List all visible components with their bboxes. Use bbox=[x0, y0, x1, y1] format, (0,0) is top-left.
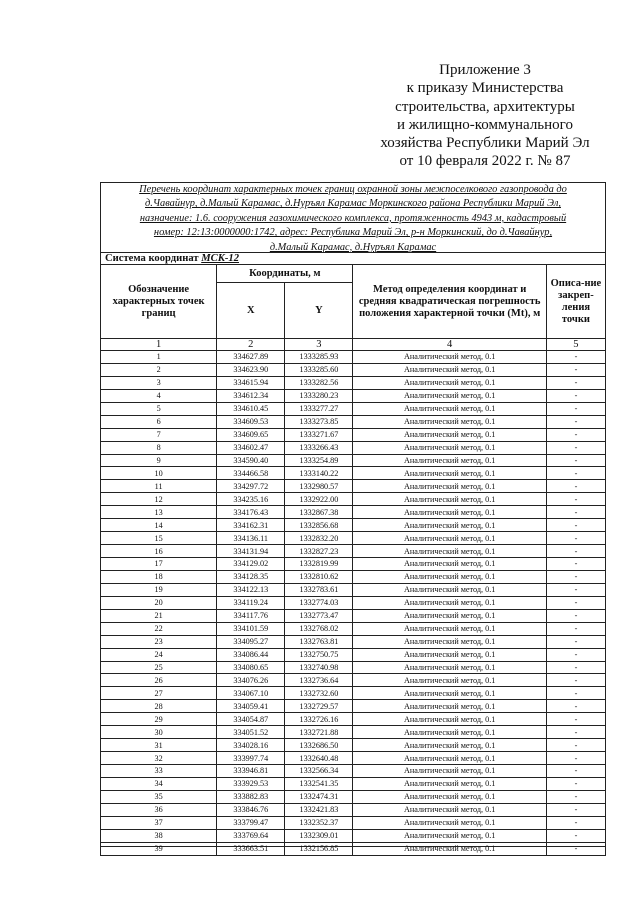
description-cell: - bbox=[546, 376, 605, 389]
description-cell: - bbox=[546, 842, 605, 855]
description-cell: - bbox=[546, 648, 605, 661]
x-coordinate-cell: 334119.24 bbox=[217, 596, 285, 609]
x-coordinate-cell: 334117.76 bbox=[217, 609, 285, 622]
point-number-cell: 6 bbox=[101, 415, 217, 428]
heading-line: д.Малый Карамас, д.Нуръял Карамас bbox=[269, 241, 437, 253]
x-coordinate-cell: 333769.64 bbox=[217, 829, 285, 842]
x-coordinate-cell: 334612.34 bbox=[217, 389, 285, 402]
description-cell: - bbox=[546, 441, 605, 454]
y-coordinate-cell: 1332750.75 bbox=[285, 648, 353, 661]
x-coordinate-cell: 334101.59 bbox=[217, 622, 285, 635]
point-number-cell: 26 bbox=[101, 674, 217, 687]
method-cell: Аналитический метод, 0.1 bbox=[353, 428, 546, 441]
x-coordinate-cell: 334028.16 bbox=[217, 739, 285, 752]
y-coordinate-cell: 1333140.22 bbox=[285, 467, 353, 480]
method-cell: Аналитический метод, 0.1 bbox=[353, 545, 546, 558]
table-row bbox=[101, 803, 606, 816]
description-cell: - bbox=[546, 726, 605, 739]
header-coordinates: Координаты, м bbox=[217, 265, 353, 283]
description-cell: - bbox=[546, 467, 605, 480]
x-coordinate-cell: 334059.41 bbox=[217, 700, 285, 713]
description-cell: - bbox=[546, 389, 605, 402]
table-row bbox=[101, 752, 606, 765]
point-number-cell: 24 bbox=[101, 648, 217, 661]
table-row bbox=[101, 635, 606, 648]
header-method: Метод определения координат и средняя квадратическая погрешность положения характерной точки (Mt), м bbox=[353, 265, 546, 339]
x-coordinate-cell: 334129.02 bbox=[217, 558, 285, 571]
y-coordinate-cell: 1332763.81 bbox=[285, 635, 353, 648]
heading-line: Перечень координат характерных точек границ охранной зоны межпоселкового газопровода до bbox=[139, 184, 567, 195]
coordinate-system-label: Система координат bbox=[105, 253, 199, 264]
y-coordinate-cell: 1332726.16 bbox=[285, 713, 353, 726]
description-cell: - bbox=[546, 480, 605, 493]
y-coordinate-cell: 1333266.43 bbox=[285, 441, 353, 454]
point-number-cell: 37 bbox=[101, 816, 217, 829]
point-number-cell: 39 bbox=[101, 842, 217, 855]
x-coordinate-cell: 333882.83 bbox=[217, 790, 285, 803]
table-row bbox=[101, 790, 606, 803]
x-coordinate-cell: 333946.81 bbox=[217, 765, 285, 778]
heading-line: д.Чавайнур, д.Малый Карамас, д.Нуръял Карамас Моркинского района Республики Марий Эл, bbox=[145, 198, 561, 210]
point-number-cell: 19 bbox=[101, 583, 217, 596]
method-cell: Аналитический метод, 0.1 bbox=[353, 389, 546, 402]
point-number-cell: 11 bbox=[101, 480, 217, 493]
y-coordinate-cell: 1332729.57 bbox=[285, 700, 353, 713]
method-cell: Аналитический метод, 0.1 bbox=[353, 467, 546, 480]
y-coordinate-cell: 1332156.85 bbox=[285, 842, 353, 855]
point-number-cell: 15 bbox=[101, 532, 217, 545]
table-row bbox=[101, 351, 606, 364]
point-number-cell: 16 bbox=[101, 545, 217, 558]
x-coordinate-cell: 333997.74 bbox=[217, 752, 285, 765]
point-number-cell: 3 bbox=[101, 376, 217, 389]
header-x: X bbox=[217, 283, 285, 339]
table-row bbox=[101, 363, 606, 376]
description-cell: - bbox=[546, 816, 605, 829]
x-coordinate-cell: 334176.43 bbox=[217, 506, 285, 519]
x-coordinate-cell: 334131.94 bbox=[217, 545, 285, 558]
method-cell: Аналитический метод, 0.1 bbox=[353, 816, 546, 829]
y-coordinate-cell: 1332774.03 bbox=[285, 596, 353, 609]
method-cell: Аналитический метод, 0.1 bbox=[353, 583, 546, 596]
y-coordinate-cell: 1332541.35 bbox=[285, 777, 353, 790]
table-row bbox=[101, 674, 606, 687]
y-coordinate-cell: 1332832.20 bbox=[285, 532, 353, 545]
description-cell: - bbox=[546, 790, 605, 803]
point-number-cell: 5 bbox=[101, 402, 217, 415]
table-row bbox=[101, 687, 606, 700]
y-coordinate-cell: 1332856.68 bbox=[285, 519, 353, 532]
point-number-cell: 1 bbox=[101, 351, 217, 364]
coordinate-system-value: МСК-12 bbox=[201, 253, 240, 264]
x-coordinate-cell: 333663.51 bbox=[217, 842, 285, 855]
y-coordinate-cell: 1332867.38 bbox=[285, 506, 353, 519]
method-cell: Аналитический метод, 0.1 bbox=[353, 661, 546, 674]
description-cell: - bbox=[546, 713, 605, 726]
x-coordinate-cell: 334128.35 bbox=[217, 570, 285, 583]
column-number: 3 bbox=[285, 339, 353, 351]
table-row bbox=[101, 506, 606, 519]
heading-line: назначение: 1.6. сооружения газохимического комплекса, протяженность 4943 м, кадастровый bbox=[139, 212, 567, 224]
appendix-line: Приложение 3 bbox=[439, 62, 531, 78]
description-cell: - bbox=[546, 661, 605, 674]
table-row bbox=[101, 648, 606, 661]
table-row bbox=[101, 570, 606, 583]
y-coordinate-cell: 1332732.60 bbox=[285, 687, 353, 700]
description-cell: - bbox=[546, 739, 605, 752]
point-number-cell: 7 bbox=[101, 428, 217, 441]
y-coordinate-cell: 1332309.01 bbox=[285, 829, 353, 842]
point-number-cell: 35 bbox=[101, 790, 217, 803]
description-cell: - bbox=[546, 570, 605, 583]
appendix-line: от 10 февраля 2022 г. № 87 bbox=[399, 153, 571, 170]
x-coordinate-cell: 334051.52 bbox=[217, 726, 285, 739]
method-cell: Аналитический метод, 0.1 bbox=[353, 739, 546, 752]
y-coordinate-cell: 1333277.27 bbox=[285, 402, 353, 415]
appendix-block bbox=[350, 61, 620, 171]
x-coordinate-cell: 334610.45 bbox=[217, 402, 285, 415]
table-row bbox=[101, 402, 606, 415]
column-number: 2 bbox=[217, 339, 285, 351]
table-row bbox=[101, 596, 606, 609]
y-coordinate-cell: 1333280.23 bbox=[285, 389, 353, 402]
description-cell: - bbox=[546, 506, 605, 519]
appendix-line: к приказу Министерства bbox=[406, 80, 564, 97]
point-number-cell: 13 bbox=[101, 506, 217, 519]
x-coordinate-cell: 334297.72 bbox=[217, 480, 285, 493]
description-cell: - bbox=[546, 674, 605, 687]
y-coordinate-cell: 1333285.93 bbox=[285, 351, 353, 364]
coordinates-table bbox=[100, 264, 606, 856]
y-coordinate-cell: 1332736.64 bbox=[285, 674, 353, 687]
point-number-cell: 38 bbox=[101, 829, 217, 842]
table-row bbox=[101, 842, 606, 855]
x-coordinate-cell: 334067.10 bbox=[217, 687, 285, 700]
table-row bbox=[101, 558, 606, 571]
appendix-line: и жилищно-коммунального bbox=[397, 116, 573, 133]
table-row bbox=[101, 739, 606, 752]
point-number-cell: 27 bbox=[101, 687, 217, 700]
point-number-cell: 36 bbox=[101, 803, 217, 816]
description-cell: - bbox=[546, 777, 605, 790]
point-number-cell: 30 bbox=[101, 726, 217, 739]
header-description: Описа-ние закреп-ления точки bbox=[546, 265, 605, 339]
method-cell: Аналитический метод, 0.1 bbox=[353, 842, 546, 855]
method-cell: Аналитический метод, 0.1 bbox=[353, 532, 546, 545]
y-coordinate-cell: 1332922.00 bbox=[285, 493, 353, 506]
x-coordinate-cell: 334615.94 bbox=[217, 376, 285, 389]
method-cell: Аналитический метод, 0.1 bbox=[353, 519, 546, 532]
point-number-cell: 33 bbox=[101, 765, 217, 778]
table-row bbox=[101, 493, 606, 506]
x-coordinate-cell: 334623.90 bbox=[217, 363, 285, 376]
method-cell: Аналитический метод, 0.1 bbox=[353, 713, 546, 726]
method-cell: Аналитический метод, 0.1 bbox=[353, 402, 546, 415]
appendix-line: хозяйства Республики Марий Эл bbox=[380, 135, 590, 152]
description-cell: - bbox=[546, 454, 605, 467]
table-row bbox=[101, 777, 606, 790]
x-coordinate-cell: 334054.87 bbox=[217, 713, 285, 726]
table-row bbox=[101, 441, 606, 454]
method-cell: Аналитический метод, 0.1 bbox=[353, 622, 546, 635]
table-row bbox=[101, 480, 606, 493]
x-coordinate-cell: 334162.31 bbox=[217, 519, 285, 532]
y-coordinate-cell: 1332421.83 bbox=[285, 803, 353, 816]
table-row bbox=[101, 583, 606, 596]
table-row bbox=[101, 829, 606, 842]
y-coordinate-cell: 1332783.61 bbox=[285, 583, 353, 596]
x-coordinate-cell: 334095.27 bbox=[217, 635, 285, 648]
description-cell: - bbox=[546, 635, 605, 648]
table-body bbox=[101, 351, 606, 856]
x-coordinate-cell: 333929.53 bbox=[217, 777, 285, 790]
y-coordinate-cell: 1332827.23 bbox=[285, 545, 353, 558]
x-coordinate-cell: 334627.89 bbox=[217, 351, 285, 364]
y-coordinate-cell: 1332474.31 bbox=[285, 790, 353, 803]
point-number-cell: 14 bbox=[101, 519, 217, 532]
point-number-cell: 12 bbox=[101, 493, 217, 506]
column-number: 1 bbox=[101, 339, 217, 351]
point-number-cell: 32 bbox=[101, 752, 217, 765]
method-cell: Аналитический метод, 0.1 bbox=[353, 687, 546, 700]
x-coordinate-cell: 334122.13 bbox=[217, 583, 285, 596]
x-coordinate-cell: 334136.11 bbox=[217, 532, 285, 545]
y-coordinate-cell: 1333271.67 bbox=[285, 428, 353, 441]
table-row bbox=[101, 713, 606, 726]
method-cell: Аналитический метод, 0.1 bbox=[353, 648, 546, 661]
table-row bbox=[101, 545, 606, 558]
point-number-cell: 8 bbox=[101, 441, 217, 454]
point-number-cell: 23 bbox=[101, 635, 217, 648]
x-coordinate-cell: 334609.65 bbox=[217, 428, 285, 441]
y-coordinate-cell: 1332721.88 bbox=[285, 726, 353, 739]
y-coordinate-cell: 1333285.60 bbox=[285, 363, 353, 376]
column-number: 5 bbox=[546, 339, 605, 351]
description-cell: - bbox=[546, 700, 605, 713]
table-row bbox=[101, 622, 606, 635]
description-cell: - bbox=[546, 558, 605, 571]
description-cell: - bbox=[546, 545, 605, 558]
y-coordinate-cell: 1332980.57 bbox=[285, 480, 353, 493]
method-cell: Аналитический метод, 0.1 bbox=[353, 415, 546, 428]
x-coordinate-cell: 334466.58 bbox=[217, 467, 285, 480]
table-row bbox=[101, 428, 606, 441]
point-number-cell: 4 bbox=[101, 389, 217, 402]
heading-line: номер: 12:13:0000000:1742, адрес: Республика Марий Эл, р-н Моркинский, до д.Чавайнур, bbox=[153, 227, 553, 239]
method-cell: Аналитический метод, 0.1 bbox=[353, 726, 546, 739]
table-row bbox=[101, 661, 606, 674]
method-cell: Аналитический метод, 0.1 bbox=[353, 493, 546, 506]
method-cell: Аналитический метод, 0.1 bbox=[353, 829, 546, 842]
description-cell: - bbox=[546, 596, 605, 609]
point-number-cell: 21 bbox=[101, 609, 217, 622]
method-cell: Аналитический метод, 0.1 bbox=[353, 570, 546, 583]
method-cell: Аналитический метод, 0.1 bbox=[353, 752, 546, 765]
point-number-cell: 17 bbox=[101, 558, 217, 571]
point-number-cell: 9 bbox=[101, 454, 217, 467]
method-cell: Аналитический метод, 0.1 bbox=[353, 376, 546, 389]
y-coordinate-cell: 1332686.50 bbox=[285, 739, 353, 752]
table-row bbox=[101, 415, 606, 428]
header-point: Обозначение характерных точек границ bbox=[101, 265, 217, 339]
description-cell: - bbox=[546, 493, 605, 506]
y-coordinate-cell: 1332768.02 bbox=[285, 622, 353, 635]
description-cell: - bbox=[546, 829, 605, 842]
method-cell: Аналитический метод, 0.1 bbox=[353, 765, 546, 778]
method-cell: Аналитический метод, 0.1 bbox=[353, 351, 546, 364]
method-cell: Аналитический метод, 0.1 bbox=[353, 363, 546, 376]
description-cell: - bbox=[546, 532, 605, 545]
method-cell: Аналитический метод, 0.1 bbox=[353, 596, 546, 609]
description-cell: - bbox=[546, 803, 605, 816]
method-cell: Аналитический метод, 0.1 bbox=[353, 803, 546, 816]
x-coordinate-cell: 334076.26 bbox=[217, 674, 285, 687]
method-cell: Аналитический метод, 0.1 bbox=[353, 635, 546, 648]
point-number-cell: 18 bbox=[101, 570, 217, 583]
method-cell: Аналитический метод, 0.1 bbox=[353, 790, 546, 803]
description-cell: - bbox=[546, 583, 605, 596]
description-cell: - bbox=[546, 687, 605, 700]
description-cell: - bbox=[546, 609, 605, 622]
table-row bbox=[101, 454, 606, 467]
y-coordinate-cell: 1333254.89 bbox=[285, 454, 353, 467]
table-row bbox=[101, 389, 606, 402]
point-number-cell: 2 bbox=[101, 363, 217, 376]
table-row bbox=[101, 376, 606, 389]
method-cell: Аналитический метод, 0.1 bbox=[353, 609, 546, 622]
description-cell: - bbox=[546, 752, 605, 765]
x-coordinate-cell: 334609.53 bbox=[217, 415, 285, 428]
y-coordinate-cell: 1332773.47 bbox=[285, 609, 353, 622]
description-cell: - bbox=[546, 765, 605, 778]
point-number-cell: 29 bbox=[101, 713, 217, 726]
description-cell: - bbox=[546, 415, 605, 428]
description-cell: - bbox=[546, 622, 605, 635]
y-coordinate-cell: 1332566.34 bbox=[285, 765, 353, 778]
description-cell: - bbox=[546, 428, 605, 441]
table-row bbox=[101, 519, 606, 532]
y-coordinate-cell: 1333282.56 bbox=[285, 376, 353, 389]
x-coordinate-cell: 333799.47 bbox=[217, 816, 285, 829]
description-cell: - bbox=[546, 363, 605, 376]
description-cell: - bbox=[546, 351, 605, 364]
method-cell: Аналитический метод, 0.1 bbox=[353, 480, 546, 493]
y-coordinate-cell: 1333273.85 bbox=[285, 415, 353, 428]
list-heading bbox=[100, 182, 606, 254]
x-coordinate-cell: 334080.65 bbox=[217, 661, 285, 674]
table-row bbox=[101, 700, 606, 713]
y-coordinate-cell: 1332352.37 bbox=[285, 816, 353, 829]
point-number-cell: 22 bbox=[101, 622, 217, 635]
method-cell: Аналитический метод, 0.1 bbox=[353, 558, 546, 571]
point-number-cell: 34 bbox=[101, 777, 217, 790]
column-number: 4 bbox=[353, 339, 546, 351]
header-y: Y bbox=[285, 283, 353, 339]
table-row bbox=[101, 467, 606, 480]
appendix-line: строительства, архитектуры bbox=[395, 98, 575, 115]
x-coordinate-cell: 334235.16 bbox=[217, 493, 285, 506]
table-row bbox=[101, 609, 606, 622]
point-number-cell: 28 bbox=[101, 700, 217, 713]
table-row bbox=[101, 726, 606, 739]
x-coordinate-cell: 334086.44 bbox=[217, 648, 285, 661]
point-number-cell: 31 bbox=[101, 739, 217, 752]
method-cell: Аналитический метод, 0.1 bbox=[353, 777, 546, 790]
method-cell: Аналитический метод, 0.1 bbox=[353, 506, 546, 519]
method-cell: Аналитический метод, 0.1 bbox=[353, 674, 546, 687]
coordinate-system-row bbox=[100, 252, 606, 264]
method-cell: Аналитический метод, 0.1 bbox=[353, 454, 546, 467]
table-row bbox=[101, 765, 606, 778]
x-coordinate-cell: 333846.76 bbox=[217, 803, 285, 816]
y-coordinate-cell: 1332810.62 bbox=[285, 570, 353, 583]
x-coordinate-cell: 334590.40 bbox=[217, 454, 285, 467]
y-coordinate-cell: 1332640.48 bbox=[285, 752, 353, 765]
description-cell: - bbox=[546, 402, 605, 415]
x-coordinate-cell: 334602.47 bbox=[217, 441, 285, 454]
method-cell: Аналитический метод, 0.1 bbox=[353, 441, 546, 454]
table-row bbox=[101, 532, 606, 545]
y-coordinate-cell: 1332819.99 bbox=[285, 558, 353, 571]
point-number-cell: 20 bbox=[101, 596, 217, 609]
point-number-cell: 25 bbox=[101, 661, 217, 674]
description-cell: - bbox=[546, 519, 605, 532]
y-coordinate-cell: 1332740.98 bbox=[285, 661, 353, 674]
point-number-cell: 10 bbox=[101, 467, 217, 480]
table-row bbox=[101, 816, 606, 829]
method-cell: Аналитический метод, 0.1 bbox=[353, 700, 546, 713]
